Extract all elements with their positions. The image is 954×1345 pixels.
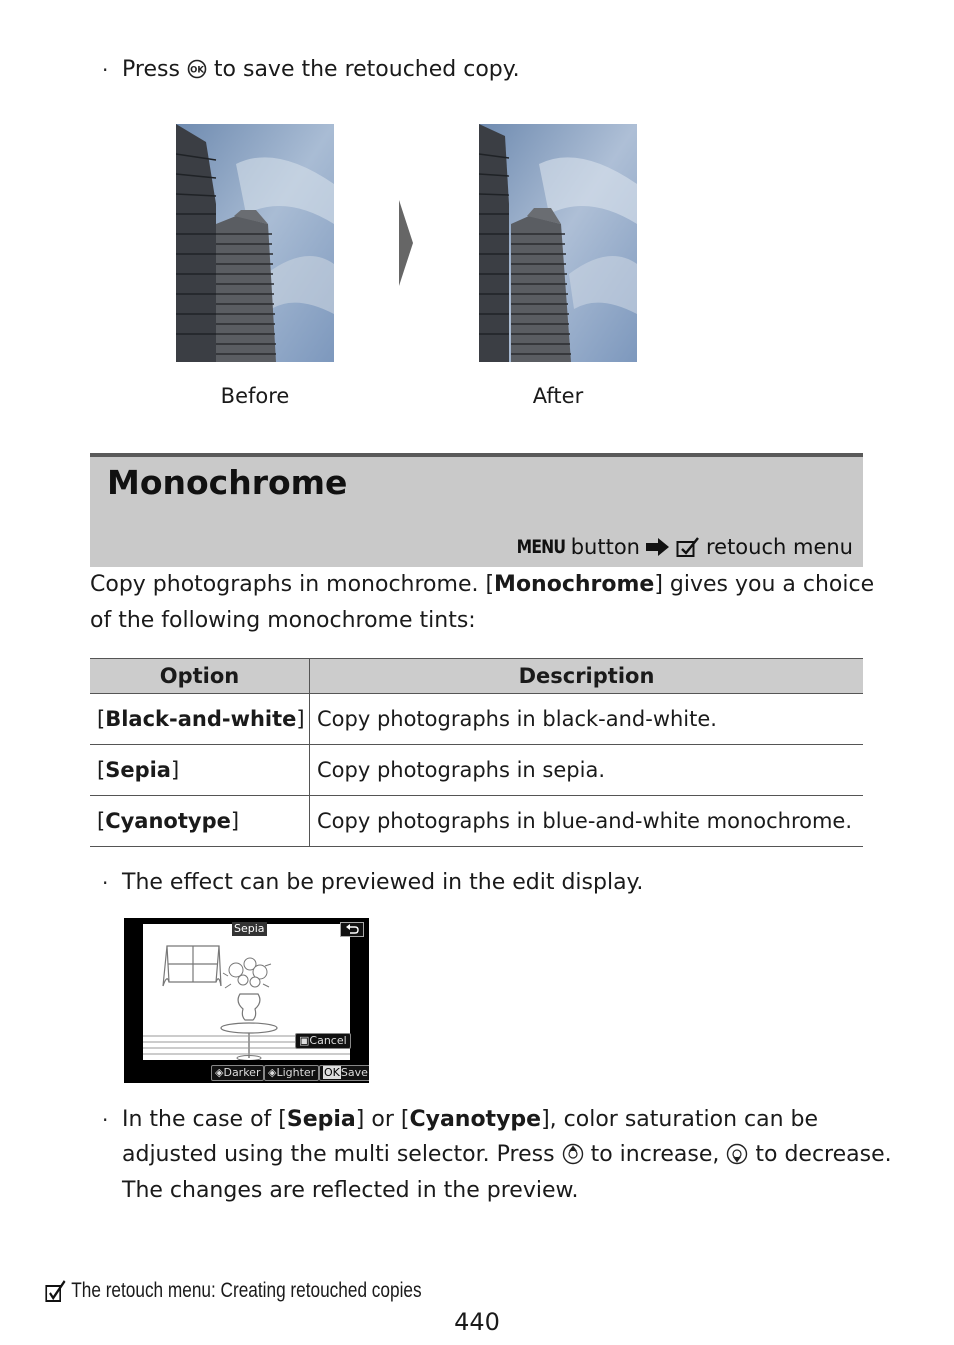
ok-button-icon — [187, 59, 207, 79]
tint-options-table — [90, 658, 863, 847]
header-description: Description — [310, 659, 864, 694]
playback-icon: ▣ — [299, 1034, 310, 1047]
table-header-row — [90, 659, 863, 694]
section-header — [90, 453, 863, 567]
transition-arrow-icon — [398, 200, 414, 286]
intro-line-1: Copy photographs in monochrome. [Monochrome] gives you a choice — [90, 572, 875, 597]
before-caption: Before — [220, 384, 290, 408]
description-cell: Copy photographs in blue-and-white monochrome. — [310, 796, 864, 847]
lighter-button[interactable]: ◈Lighter — [264, 1065, 319, 1081]
multi-selector-down-icon — [726, 1143, 748, 1165]
multi-selector-up-icon — [562, 1143, 584, 1165]
description-cell: Copy photographs in black-and-white. — [310, 694, 864, 745]
page-number: 440 — [454, 1308, 500, 1336]
darker-button[interactable]: ◈Darker — [211, 1065, 264, 1081]
svg-text:OK: OK — [190, 65, 204, 76]
retouch-menu-icon — [45, 1279, 66, 1303]
camera-edit-display — [124, 918, 369, 1083]
preview-note: The effect can be previewed in the edit display. — [122, 870, 644, 895]
save-button[interactable]: OKSave — [319, 1065, 369, 1081]
option-cell: [Black-and-white] — [90, 694, 310, 745]
table-row — [90, 796, 863, 847]
bullet-marker: · — [102, 871, 109, 895]
tint-label: Sepia — [234, 922, 265, 935]
description-cell: Copy photographs in sepia. — [310, 745, 864, 796]
table-row — [90, 745, 863, 796]
saturation-line-1: In the case of [Sepia] or [Cyanotype], color saturation can be — [122, 1107, 819, 1132]
menu-path-destination: retouch menu — [705, 535, 853, 559]
header-option: Option — [90, 659, 310, 694]
retouch-menu-icon — [676, 536, 700, 558]
multi-selector-up-icon: ◈ — [215, 1066, 224, 1079]
save-instruction: Press OK to save the retouched copy. — [122, 57, 520, 82]
table-row — [90, 694, 863, 745]
intro-line-2: of the following monochrome tints: — [90, 608, 476, 633]
arrow-right-icon — [646, 537, 670, 557]
before-photo — [176, 124, 334, 362]
option-cell: [Sepia] — [90, 745, 310, 796]
bullet-marker: · — [102, 58, 109, 82]
cancel-button[interactable]: ▣Cancel — [295, 1033, 351, 1049]
menu-path-button-label: button — [570, 535, 640, 559]
footer-link[interactable]: The retouch menu: Creating retouched copies — [45, 1279, 422, 1303]
after-caption: After — [532, 384, 584, 408]
saturation-line-3: The changes are reflected in the preview. — [122, 1178, 579, 1203]
after-photo — [479, 124, 637, 362]
option-cell: [Cyanotype] — [90, 796, 310, 847]
menu-path — [506, 535, 854, 559]
ok-icon: OK — [324, 1066, 340, 1079]
section-title: Monochrome — [107, 463, 348, 502]
bullet-marker: · — [102, 1108, 109, 1132]
saturation-line-2: adjusted using the multi selector. Press to increase, to decrease. — [122, 1142, 892, 1167]
multi-selector-down-icon: ◈ — [268, 1066, 277, 1079]
menu-button-glyph: MENU — [516, 536, 565, 558]
back-icon[interactable] — [340, 922, 364, 937]
